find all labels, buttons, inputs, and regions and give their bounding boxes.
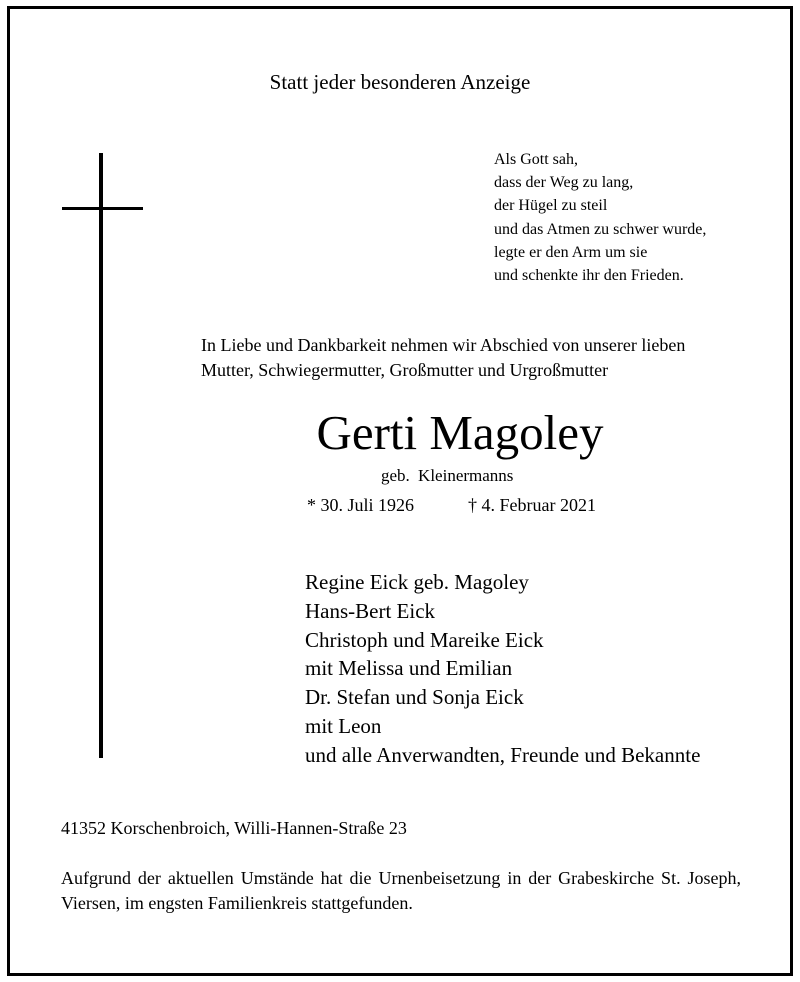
poem-line: Als Gott sah, xyxy=(494,151,578,168)
mourners-list xyxy=(305,568,700,770)
family-address: 41352 Korschenbroich, Willi-Hannen-Straße 23 xyxy=(61,818,407,838)
birth-date: * 30. Juli 1926 xyxy=(307,495,415,515)
mourner-line: Dr. Stefan und Sonja Eick xyxy=(305,685,524,710)
mourner-line: mit Melissa und Emilian xyxy=(305,656,513,681)
poem-line: der Hügel zu steil xyxy=(494,197,608,215)
death-date: † 4. Februar 2021 xyxy=(468,495,596,515)
burial-notice: Aufgrund der aktuellen Umstände hat die Urnenbeisetzung in der Grabeskirche St. Joseph, Viersen, im engsten Familienkreis stattgefunden. xyxy=(61,868,741,913)
poem-line: legte er den Arm um sie xyxy=(494,243,648,261)
maiden-name: geb. Kleinermanns xyxy=(381,466,514,485)
intro-line: In Liebe und Dankbarkeit nehmen wir Abschied von unserer lieben xyxy=(201,335,686,355)
mourner-line: Christoph und Mareike Eick xyxy=(305,627,544,652)
mourner-line: Regine Eick geb. Magoley xyxy=(305,570,529,594)
cross-icon-bar xyxy=(62,207,143,210)
mourner-line: Hans-Bert Eick xyxy=(305,598,436,623)
poem xyxy=(494,148,706,287)
intro-line: Mutter, Schwiegermutter, Großmutter und Urgroßmutter xyxy=(201,360,609,380)
announcement-header: Statt jeder besonderen Anzeige xyxy=(269,70,531,94)
mourner-line: und alle Anverwandten, Freunde und Bekannte xyxy=(305,742,701,767)
mourner-line: mit Leon xyxy=(305,713,382,738)
poem-line: und schenkte ihr den Frieden. xyxy=(494,267,684,285)
poem-line: und das Atmen zu schwer wurde, xyxy=(494,220,707,238)
poem-line: dass der Weg zu lang, xyxy=(494,174,634,192)
intro-text xyxy=(201,333,685,383)
deceased-name: Gerti Magoley xyxy=(316,405,604,460)
